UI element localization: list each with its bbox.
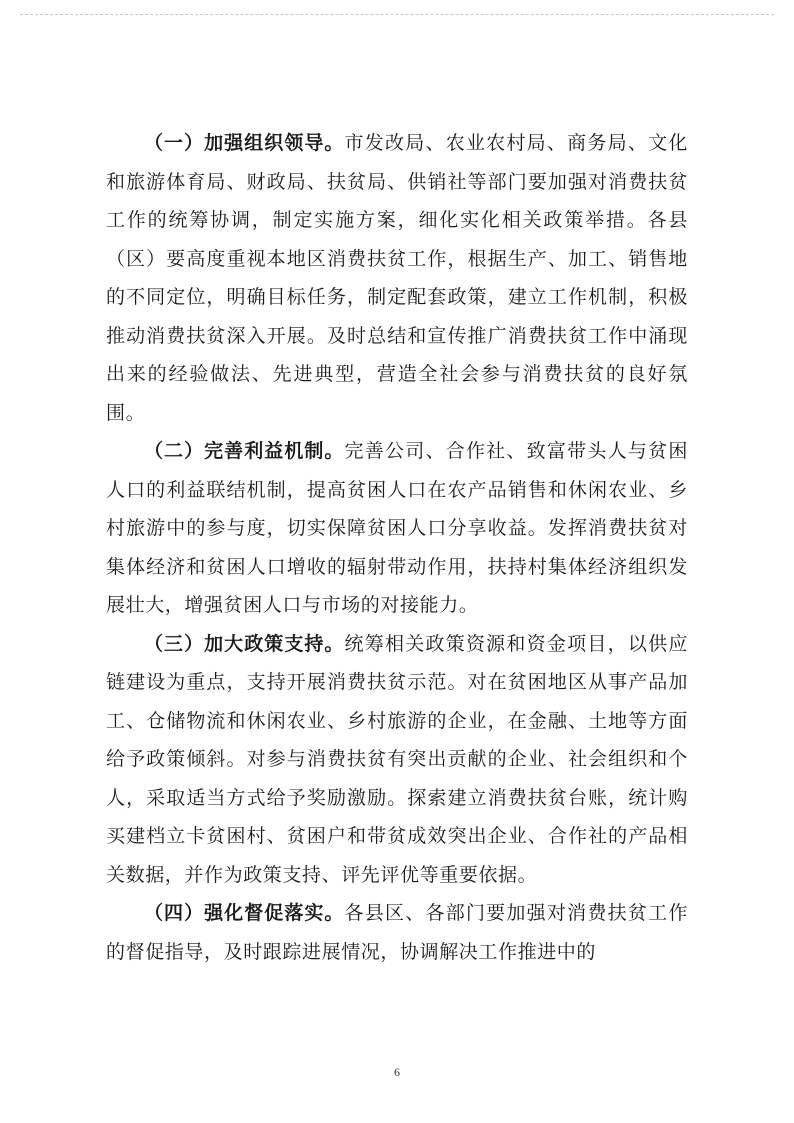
section-heading-2: （二）完善利益机制。 — [144, 440, 345, 462]
paragraph-4 — [106, 894, 688, 971]
document-body — [106, 124, 688, 971]
paragraph-3 — [106, 625, 688, 895]
section-heading-3: （三）加大政策支持。 — [144, 632, 345, 655]
paragraph-text-2: 完善公司、合作社、致富带头人与贫困人口的利益联结机制，提高贫困人口在农产品销售和休闲农业、乡村旅游中的参与度，切实保障贫困人口分享收益。发挥消费扶贫对集体经济和贫困人口增收的辐射带动作用，扶持村集体经济组织发展壮大，增强贫困人口与市场的对接能力。 — [106, 440, 688, 616]
paragraph-text-3: 统筹相关政策资源和资金项目，以供应链建设为重点，支持开展消费扶贫示范。对在贫困地区从事产品加工、仓储物流和休闲农业、乡村旅游的企业，在金融、土地等方面给予政策倾斜。对参与消费扶贫有突出贡献的企业、社会组织和个人，采取适当方式给予奖励激励。探索建立消费扶贫台账，统计购买建档立卡贫困村、贫困户和带贫成效突出企业、合作社的产品相关数据，并作为政策支持、评先评优等重要依据。 — [106, 632, 688, 886]
paragraph-text-1: 市发改局、农业农村局、商务局、文化和旅游体育局、财政局、扶贫局、供销社等部门要加强对消费扶贫工作的统筹协调，制定实施方案，细化实化相关政策举措。各县（区）要高度重视本地区消费扶贫工作，根据生产、加工、销售地的不同定位，明确目标任务，制定配套政策，建立工作机制，积极推动消费扶贫深入开展。及时总结和宣传推广消费扶贫工作中涌现出来的经验做法、先进典型，营造全社会参与消费扶贫的良好氛围。 — [106, 132, 688, 424]
paragraph-1 — [106, 124, 688, 432]
scan-top-edge — [20, 14, 774, 15]
paragraph-text-4: 各县区、各部门要加强对消费扶贫工作的督促指导，及时跟踪进展情况，协调解决工作推进中的 — [106, 902, 688, 963]
section-heading-1: （一）加强组织领导。 — [144, 132, 345, 154]
page-number: 6 — [394, 1065, 400, 1079]
paragraph-2 — [106, 432, 688, 625]
section-heading-4: （四）强化督促落实。 — [144, 902, 345, 924]
